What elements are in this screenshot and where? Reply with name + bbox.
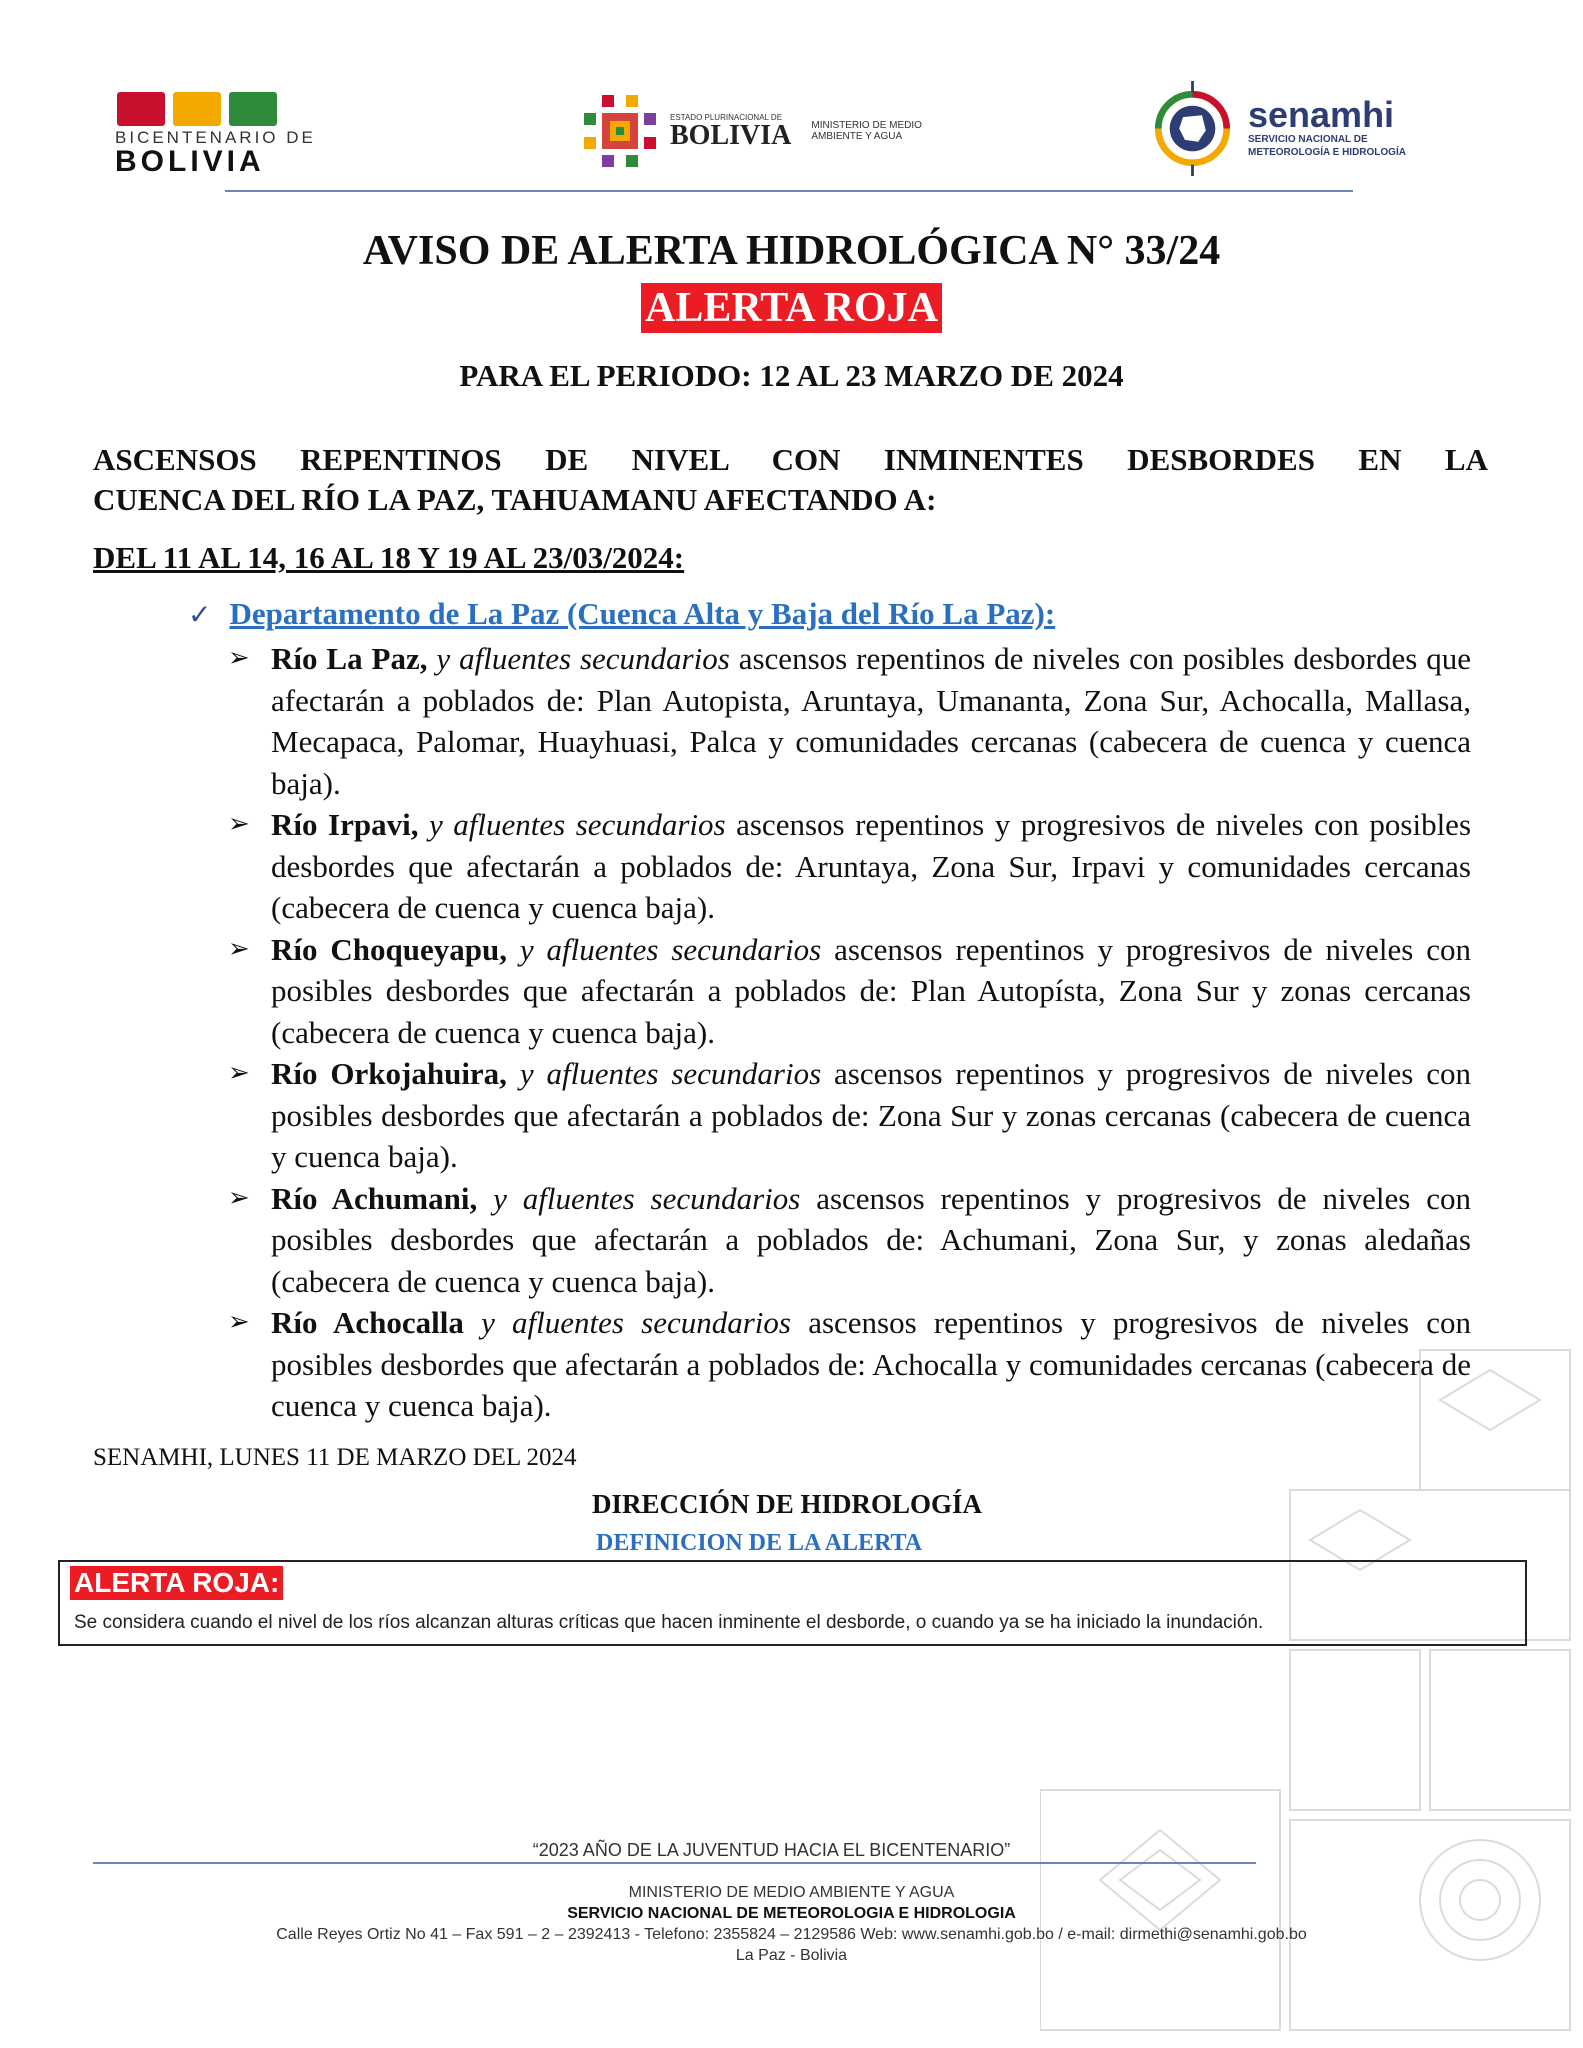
river-name: Río Choqueyapu,: [271, 931, 507, 967]
direction-label: DIRECCIÓN DE HIDROLOGÍA: [592, 1489, 983, 1519]
alert-badge-wrapper: [0, 283, 1583, 333]
footer-service: SERVICIO NACIONAL DE METEOROLOGIA E HIDROLOGIA: [567, 1905, 1016, 1922]
river-description: ascensos repentinos y progresivos de niveles con posibles desbordes que afectarán a poblados de: Plan Autopísta, Zona Sur y zonas cercanas (cabecera de cuenca y cuenca baja).: [271, 931, 1471, 1050]
river-tributaries: y afluentes secundarios: [436, 641, 730, 676]
senamhi-name: senamhi: [1248, 94, 1395, 135]
footer-city: La Paz - Bolivia: [735, 1947, 848, 1964]
river-description: ascensos repentinos y progresivos de niveles con posibles desbordes que afectarán a poblados de: Achumani, Zona Sur, y zonas aledañas (cabecera de cuenca y cuenca baja).: [271, 1180, 1471, 1299]
bolivia-state-label: ESTADO PLURINACIONAL DE: [670, 112, 783, 122]
headline-line-1: ASCENSOS REPENTINOS DE NIVEL CON INMINENTES DESBORDES EN LA: [93, 442, 1488, 477]
river-list: [228, 638, 1471, 1427]
senamhi-emblem-icon: [1145, 81, 1240, 176]
footer-motto: “2023 AÑO DE LA JUVENTUD HACIA EL BICENTENARIO”: [532, 1840, 1011, 1860]
bicentenario-color-strip: [117, 92, 360, 126]
bolivia-state-logo: [580, 86, 960, 176]
river-tributaries: y afluentes secundarios: [481, 1305, 791, 1340]
arrow-bullet-icon: ➢: [228, 933, 250, 964]
checkmark-icon: ✓: [188, 597, 212, 631]
river-name: Río Achocalla: [271, 1305, 464, 1340]
river-tributaries: y afluentes secundarios: [519, 931, 822, 967]
arrow-bullet-icon: ➢: [228, 1058, 250, 1088]
period-line: PARA EL PERIODO: 12 AL 23 MARZO DE 2024: [459, 358, 1124, 393]
river-item: [228, 804, 1471, 929]
river-item: [228, 1178, 1471, 1303]
senamhi-logo: [1145, 78, 1415, 178]
river-item: [228, 1053, 1471, 1178]
river-name: Río Orkojahuira,: [271, 1056, 507, 1091]
bolivia-emblem-icon: [580, 91, 660, 171]
footer-contact: [0, 1882, 1583, 1966]
alert-definition-box: [58, 1560, 1527, 1646]
senamhi-subtitle: SERVICIO NACIONAL DE METEOROLOGÍA E HIDROLOGÍA: [1248, 134, 1406, 158]
river-tributaries: y afluentes secundarios: [519, 1056, 822, 1091]
alert-level-badge: ALERTA ROJA: [641, 283, 942, 333]
definition-badge: ALERTA ROJA:: [70, 1566, 283, 1600]
arrow-bullet-icon: ➢: [228, 643, 250, 673]
document-title: AVISO DE ALERTA HIDROLÓGICA N° 33/24: [362, 228, 1221, 274]
definition-text: Se considera cuando el nivel de los ríos alcanzan alturas críticas que hacen inminente el desborde, o cuando ya se ha iniciado la inundación.: [74, 1612, 1264, 1633]
river-description: ascensos repentinos de niveles con posibles desbordes que afectarán a poblados de: Plan Autopista, Aruntaya, Umananta, Zona Sur, Achocalla, Mallasa, Mecapaca, Palomar, Huayhuasi, Palca y comunidades cercanas (cabecera de cuenca y cuenca baja).: [271, 641, 1471, 801]
footer-divider: [93, 1862, 1256, 1864]
river-item: [228, 929, 1471, 1054]
arrow-bullet-icon: ➢: [228, 1182, 250, 1213]
date-range: DEL 11 AL 14, 16 AL 18 Y 19 AL 23/03/2024:: [93, 540, 685, 575]
footer-contact-line: Calle Reyes Ortiz No 41 – Fax 591 – 2 – 2392413 - Telefono: 2355824 – 2129586 Web: www.senamhi.gob.bo / e-mail: dirmethi@senamhi.gob.bo: [276, 1926, 1307, 1943]
river-description: ascensos repentinos y progresivos de niveles con posibles desbordes que afectarán a poblados de: Zona Sur y zonas cercanas (cabecera de cuenca y cuenca baja).: [271, 1056, 1471, 1174]
bicentenario-logo: [115, 92, 360, 178]
ministry-label: MINISTERIO DE MEDIO AMBIENTE Y AGUA: [811, 120, 922, 142]
river-name: Río La Paz,: [271, 641, 428, 676]
definition-heading: DEFINICION DE LA ALERTA: [596, 1530, 923, 1556]
alert-headline: [93, 440, 1488, 520]
page-header: [0, 0, 1583, 200]
bicentenario-line2: BOLIVIA: [115, 145, 265, 178]
river-description: ascensos repentinos y progresivos de niveles con posibles desbordes que afectarán a poblados de: Aruntaya, Zona Sur, Irpavi y comunidades cercanas (cabecera de cuenca y cuenca baja).: [271, 807, 1472, 925]
river-name: Río Achumani,: [271, 1180, 478, 1216]
department-label: Departamento de La Paz (Cuenca Alta y Baja del Río La Paz):: [229, 596, 1056, 631]
river-tributaries: y afluentes secundarios: [429, 807, 726, 842]
river-description: ascensos repentinos y progresivos de niveles con posibles desbordes que afectarán a poblados de: Achocalla y comunidades cercanas (cabecera de cuenca y cuenca baja).: [271, 1305, 1471, 1423]
bicentenario-line1: BICENTENARIO DE: [115, 128, 316, 147]
department-item: [188, 596, 1055, 632]
river-name: Río Irpavi,: [271, 807, 419, 842]
header-divider: [225, 190, 1353, 192]
footer-ministry: MINISTERIO DE MEDIO AMBIENTE Y AGUA: [628, 1884, 955, 1901]
arrow-bullet-icon: ➢: [228, 1307, 250, 1337]
river-item: [228, 638, 1471, 804]
issue-date: SENAMHI, LUNES 11 DE MARZO DEL 2024: [93, 1444, 577, 1471]
river-tributaries: y afluentes secundarios: [493, 1180, 801, 1216]
bolivia-name: BOLIVIA: [670, 119, 792, 151]
arrow-bullet-icon: ➢: [228, 809, 250, 839]
headline-line-2: CUENCA DEL RÍO LA PAZ, TAHUAMANU AFECTANDO A:: [93, 482, 937, 517]
